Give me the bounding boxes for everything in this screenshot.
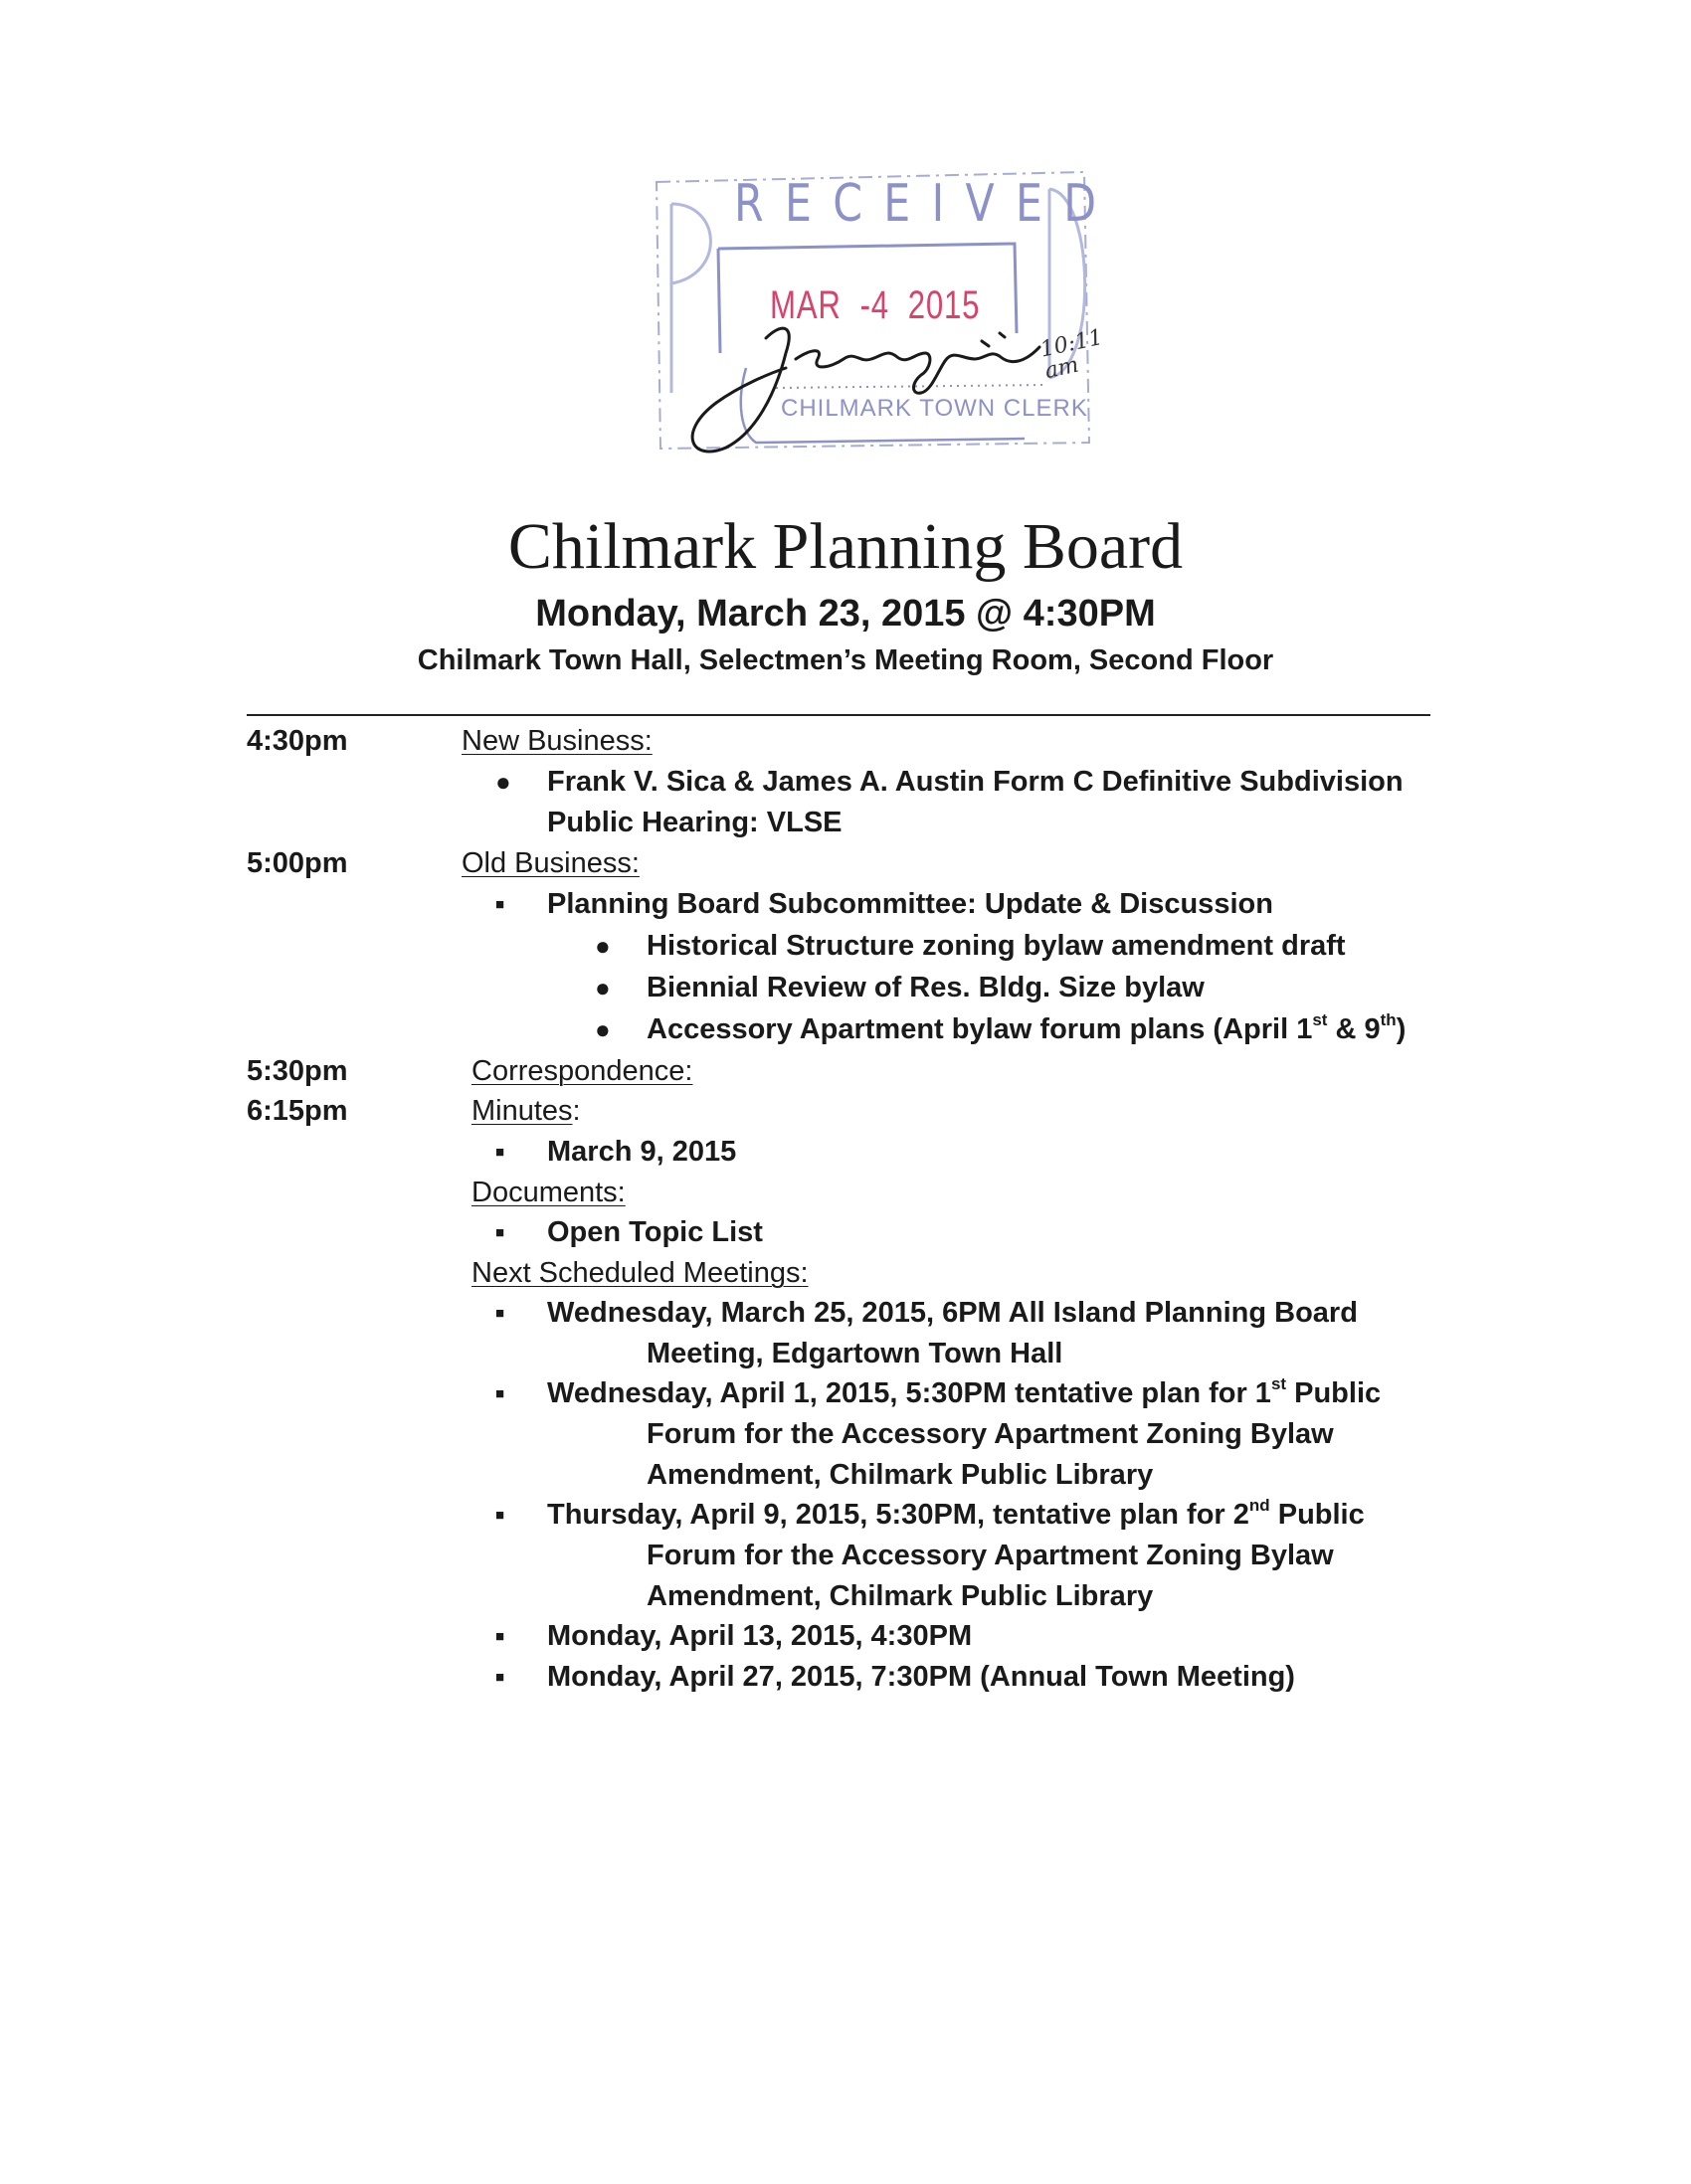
item-text: Monday, April 27, 2015, 7:30PM (Annual Town Meeting) — [547, 1661, 1295, 1693]
section-heading-next-meetings: Next Scheduled Meetings: — [471, 1257, 809, 1289]
list-item-continuation — [0, 803, 1691, 843]
bullet-square: ■ — [495, 1385, 505, 1402]
list-item-continuation — [0, 1536, 1691, 1576]
item-text: Meeting, Edgartown Town Hall — [647, 1338, 1063, 1369]
bullet-square: ■ — [495, 1628, 505, 1645]
stamp-office: CHILMARK TOWN CLERK — [781, 395, 1088, 422]
header-divider — [247, 714, 1430, 716]
signature — [692, 328, 1039, 452]
item-text — [547, 1373, 1381, 1414]
list-item — [0, 1132, 1691, 1173]
ordinal-suffix: th — [1380, 1010, 1397, 1030]
ordinal-suffix: nd — [1248, 1496, 1270, 1516]
bullet-dot: ● — [495, 767, 511, 797]
item-text-part: Thursday, April 9, 2015, 5:30PM, tentative plan for 2 — [547, 1499, 1249, 1531]
bullet-square: ■ — [495, 1224, 505, 1241]
bullet-square: ■ — [495, 1669, 505, 1686]
item-text-part: Public — [1269, 1499, 1365, 1531]
ordinal-suffix: st — [1270, 1374, 1287, 1394]
stamp-time-note: 10:11 am — [1037, 324, 1105, 385]
agenda-row-next-meetings — [0, 1253, 1691, 1294]
heading-colon: : — [572, 1095, 581, 1127]
item-text: Public Hearing: VLSE — [547, 807, 843, 838]
stamp-received-text: RECEIVED — [734, 174, 1118, 234]
item-text: Wednesday, March 25, 2015, 6PM All Island Planning Board — [547, 1297, 1358, 1329]
list-item — [0, 884, 1691, 925]
item-text: Amendment, Chilmark Public Library — [647, 1580, 1154, 1612]
item-text: Forum for the Accessory Apartment Zoning Bylaw — [647, 1540, 1334, 1571]
sub-list-item — [0, 968, 1691, 1008]
item-text-part: Wednesday, April 1, 2015, 5:30PM tentative plan for 1 — [547, 1377, 1271, 1409]
item-text-part: & 9 — [1327, 1013, 1381, 1045]
item-text: Frank V. Sica & James A. Austin Form C Definitive Subdivision — [547, 766, 1404, 798]
list-item-continuation — [0, 1334, 1691, 1374]
item-text: Open Topic List — [547, 1216, 763, 1248]
item-text-part: ) — [1396, 1013, 1407, 1045]
bullet-dot: ● — [595, 1014, 611, 1044]
page-title: Chilmark Planning Board — [507, 510, 1184, 583]
bullet-square: ■ — [495, 1507, 505, 1524]
section-heading-correspondence: Correspondence: — [471, 1055, 693, 1087]
list-item — [0, 1495, 1691, 1536]
list-item — [0, 1293, 1691, 1334]
bullet-square: ■ — [495, 1144, 505, 1161]
list-item-continuation — [0, 1576, 1691, 1617]
item-text: March 9, 2015 — [547, 1136, 737, 1168]
bullet-square: ■ — [495, 896, 505, 913]
item-text: Biennial Review of Res. Bldg. Size bylaw — [647, 972, 1205, 1003]
agenda-row-documents — [0, 1173, 1691, 1213]
agenda-row-new-business — [0, 721, 1691, 762]
item-text: Monday, April 13, 2015, 4:30PM — [547, 1620, 973, 1652]
section-heading-old-business: Old Business: — [462, 847, 640, 879]
list-item-continuation — [0, 1414, 1691, 1455]
item-text — [547, 1495, 1365, 1536]
list-item — [0, 1616, 1691, 1657]
section-heading-new-business: New Business: — [462, 725, 653, 757]
item-text: Planning Board Subcommittee: Update & Discussion — [547, 888, 1273, 920]
section-heading-documents: Documents: — [471, 1177, 626, 1208]
section-heading-minutes — [471, 1091, 581, 1132]
section-heading-text: Minutes — [471, 1095, 573, 1127]
list-item — [0, 1373, 1691, 1414]
item-text-part: Accessory Apartment bylaw forum plans (April 1 — [647, 1013, 1313, 1045]
agenda-row-correspondence — [0, 1051, 1691, 1092]
list-item-continuation — [0, 1455, 1691, 1496]
agenda-time: 4:30pm — [247, 725, 348, 757]
meeting-location: Chilmark Town Hall, Selectmen’s Meeting Room, Second Floor — [417, 644, 1274, 676]
item-text: Amendment, Chilmark Public Library — [647, 1459, 1154, 1491]
list-item — [0, 762, 1691, 803]
received-stamp — [647, 164, 1118, 457]
agenda-time: 5:00pm — [247, 847, 348, 879]
list-item — [0, 1212, 1691, 1253]
item-text-part: Public — [1286, 1377, 1382, 1409]
item-text: Forum for the Accessory Apartment Zoning Bylaw — [647, 1418, 1334, 1450]
agenda-time: 6:15pm — [247, 1095, 348, 1127]
stamp-date: MAR -4 2015 — [770, 283, 981, 327]
sub-list-item — [0, 926, 1691, 967]
ordinal-suffix: st — [1312, 1010, 1328, 1030]
bullet-square: ■ — [495, 1305, 505, 1322]
agenda-row-minutes — [0, 1091, 1691, 1132]
bullet-dot: ● — [595, 973, 611, 1002]
agenda-time: 5:30pm — [247, 1055, 348, 1087]
list-item — [0, 1657, 1691, 1698]
bullet-dot: ● — [595, 931, 611, 961]
meeting-date: Monday, March 23, 2015 @ 4:30PM — [535, 593, 1156, 635]
item-text — [647, 1009, 1406, 1050]
item-text: Historical Structure zoning bylaw amendment draft — [647, 930, 1346, 962]
agenda-row-old-business — [0, 843, 1691, 884]
sub-list-item — [0, 1009, 1691, 1050]
